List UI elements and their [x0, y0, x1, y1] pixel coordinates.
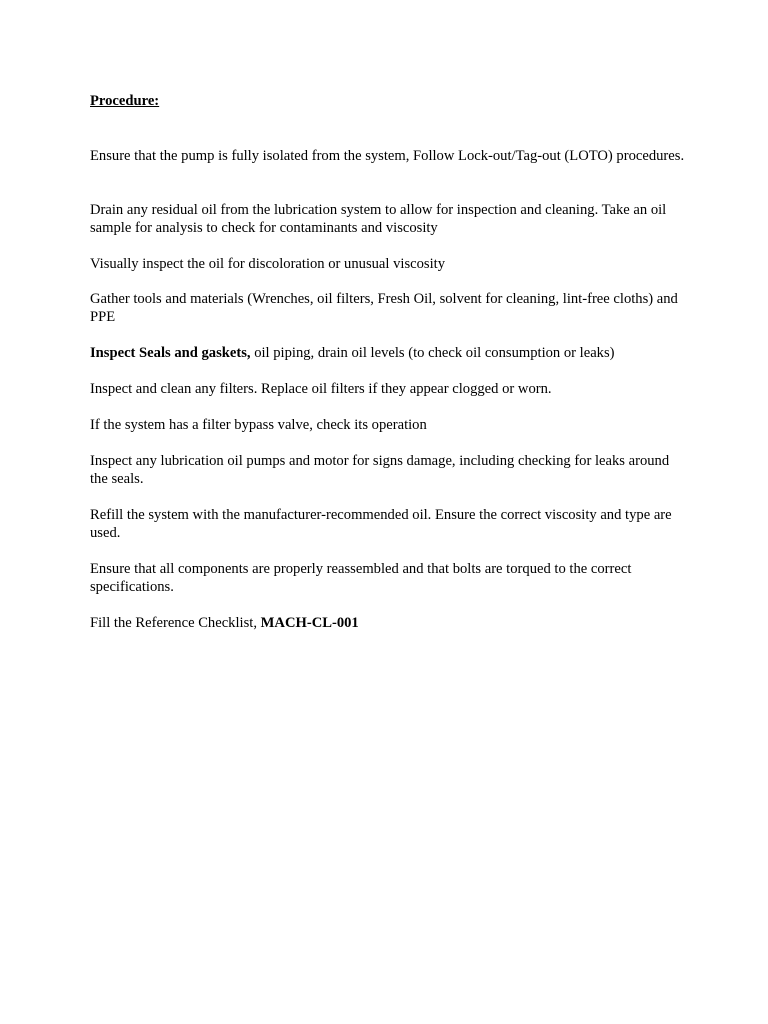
step-fill-checklist-text: Fill the Reference Checklist, [90, 615, 261, 631]
step-reassemble: Ensure that all components are properly reassembled and that bolts are torqued to the correct specifications. [90, 561, 632, 595]
checklist-code: MACH-CL-001 [260, 615, 359, 631]
step-inspect-seals-text: oil piping, drain oil levels (to check oil consumption or leaks) [250, 345, 615, 361]
procedure-heading: Procedure: [90, 93, 160, 109]
step-refill-oil: Refill the system with the manufacturer-recommended oil. Ensure the correct viscosity and type are used. [90, 507, 672, 541]
step-visual-inspect: Visually inspect the oil for discoloration or unusual viscosity [90, 256, 445, 272]
step-inspect-seals-bold: Inspect Seals and gaskets, [90, 345, 251, 361]
step-drain-oil: Drain any residual oil from the lubrication system to allow for inspection and cleaning. Take an oil sample for analysis to check for contaminants and viscosity [90, 202, 667, 236]
step-fill-checklist [90, 615, 690, 633]
step-isolate-pump: Ensure that the pump is fully isolated from the system, Follow Lock-out/Tag-out (LOTO) procedures. [90, 148, 685, 164]
step-gather-tools: Gather tools and materials (Wrenches, oil filters, Fresh Oil, solvent for cleaning, lint-free cloths) and PPE [90, 291, 678, 325]
step-inspect-pumps: Inspect any lubrication oil pumps and motor for signs damage, including checking for leaks around the seals. [90, 453, 670, 487]
step-clean-filters: Inspect and clean any filters. Replace oil filters if they appear clogged or worn. [90, 381, 552, 397]
step-inspect-seals [90, 345, 690, 363]
step-bypass-valve: If the system has a filter bypass valve, check its operation [90, 417, 427, 433]
